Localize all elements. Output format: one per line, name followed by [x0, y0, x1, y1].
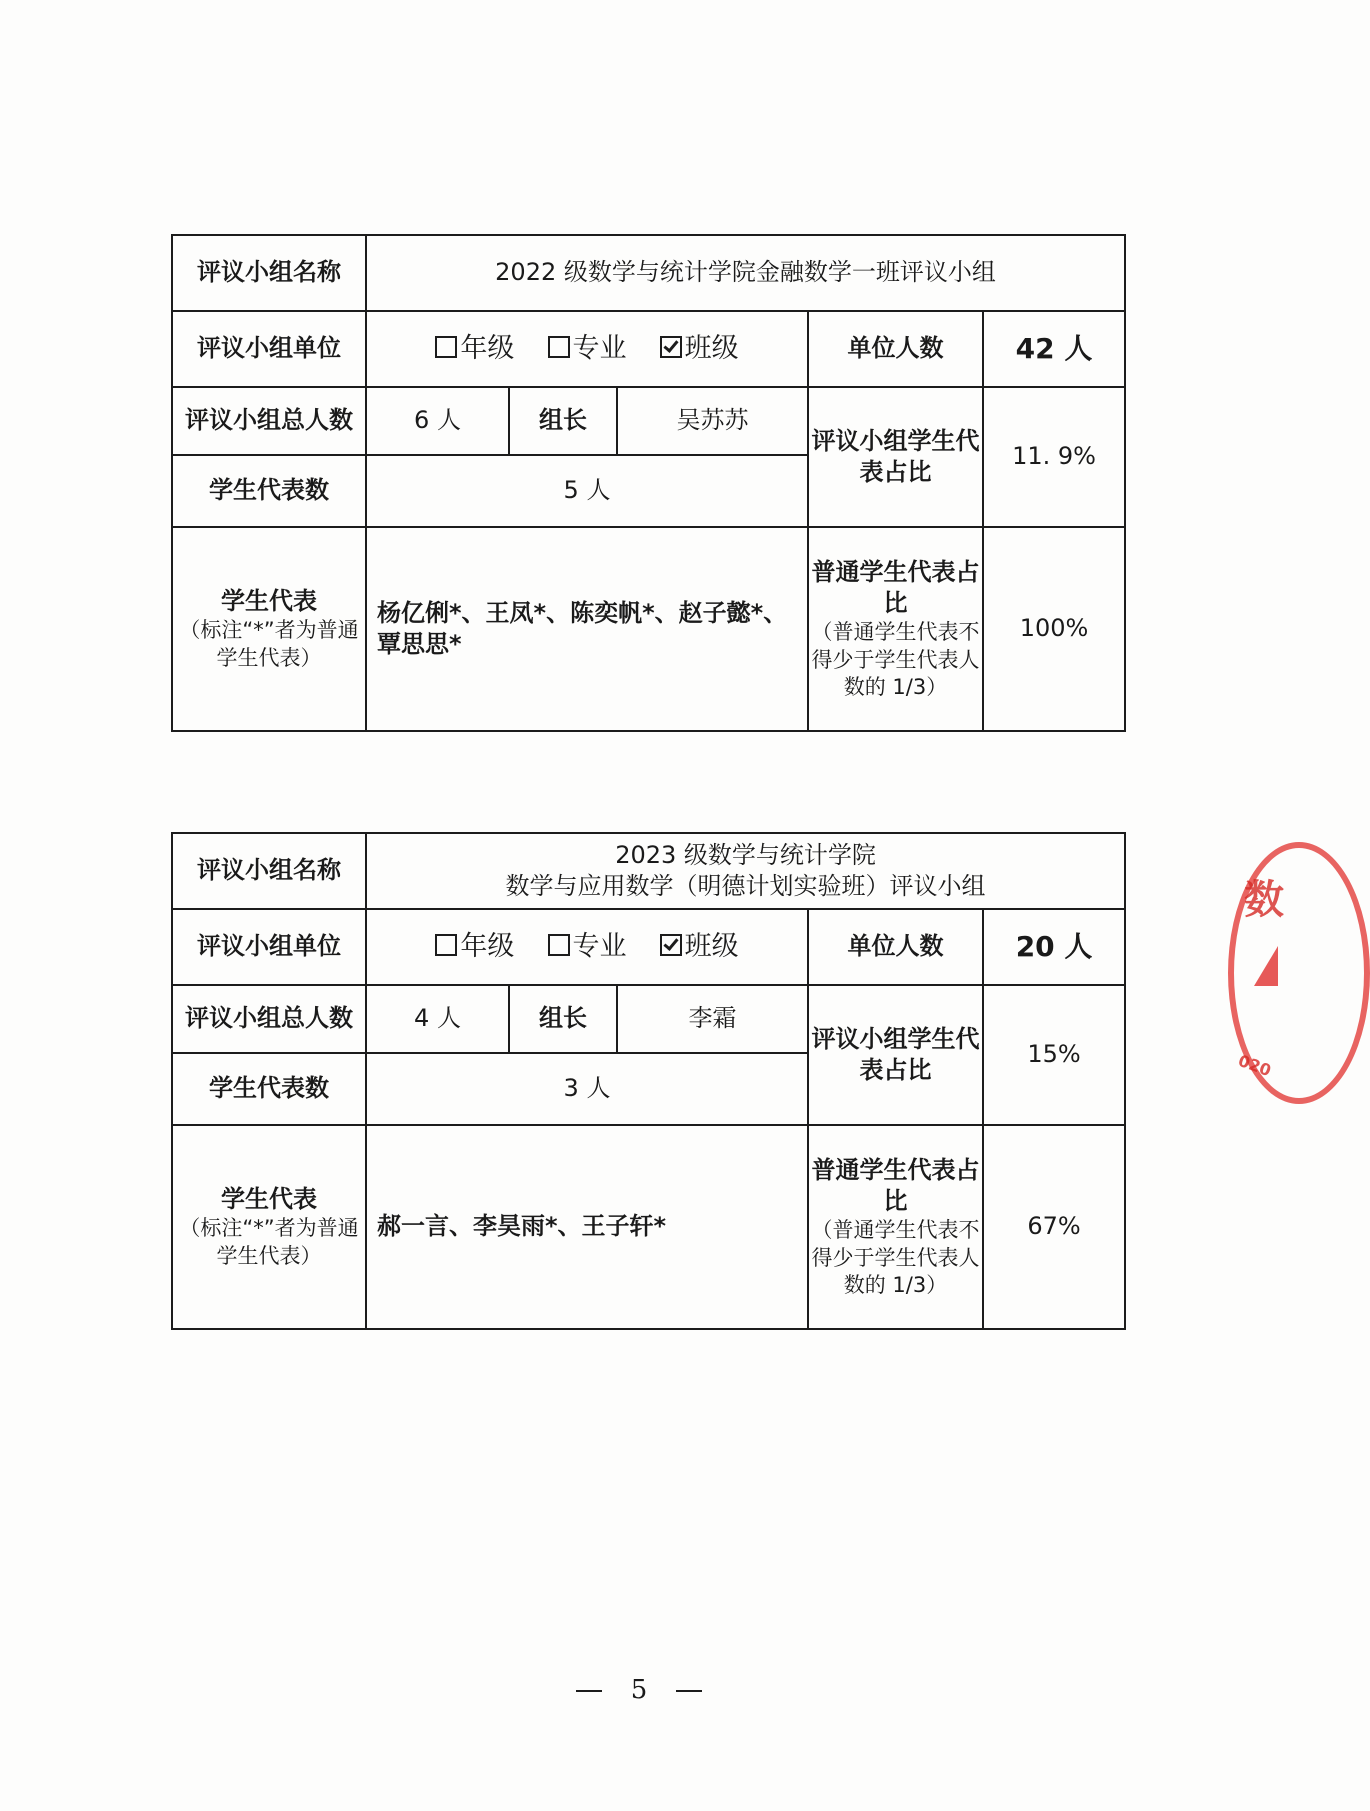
option-major[interactable]: 专业 [548, 331, 627, 366]
option-grade[interactable]: 年级 [435, 331, 514, 366]
checkbox-grade[interactable] [435, 336, 457, 358]
group-name-label: 评议小组名称 [172, 235, 366, 311]
rep-ratio-label: 评议小组学生代表占比 [808, 387, 983, 527]
rep-ratio: 15% [983, 985, 1125, 1125]
common-ratio-note: （普通学生代表不得少于学生代表人数的 1/3） [811, 1218, 980, 1297]
reps-note: （标注“*”者为普通学生代表） [179, 1216, 359, 1268]
total-label: 评议小组总人数 [172, 387, 366, 455]
leader-name: 吴苏苏 [617, 387, 808, 455]
rep-count-label: 学生代表数 [172, 455, 366, 527]
group-name-label: 评议小组名称 [172, 833, 366, 909]
common-ratio-label-cell [808, 527, 983, 731]
checkbox-major[interactable] [548, 336, 570, 358]
unit-count-label: 单位人数 [808, 311, 983, 387]
seal-character: 数 [1244, 877, 1284, 923]
reps-names: 杨亿俐*、王凤*、陈奕帆*、赵子懿*、覃思思* [366, 527, 808, 731]
total-label: 评议小组总人数 [172, 985, 366, 1053]
review-group-table-2023 [171, 832, 1126, 1330]
total-count: 6 人 [366, 387, 509, 455]
common-ratio: 67% [983, 1125, 1125, 1329]
common-ratio-label: 普通学生代表占比 [811, 1155, 980, 1216]
option-grade[interactable]: 年级 [435, 929, 514, 964]
unit-label: 评议小组单位 [172, 311, 366, 387]
leader-label: 组长 [509, 387, 617, 455]
checkbox-grade[interactable] [435, 934, 457, 956]
reps-label-cell [172, 1125, 366, 1329]
unit-count-label: 单位人数 [808, 909, 983, 985]
checkbox-major[interactable] [548, 934, 570, 956]
unit-count: 20 人 [983, 909, 1125, 985]
reps-names: 郝一言、李昊雨*、王子轩* [366, 1125, 808, 1329]
group-name-line1: 2023 级数学与统计学院 [615, 840, 876, 869]
group-name [366, 833, 1125, 909]
group-name-line2: 数学与应用数学（明德计划实验班）评议小组 [505, 872, 986, 900]
seal-year: 020 [1235, 1050, 1274, 1081]
dash-right-icon [676, 1690, 702, 1692]
page-number-footer [0, 1675, 1278, 1705]
rep-ratio: 11. 9% [983, 387, 1125, 527]
unit-label: 评议小组单位 [172, 909, 366, 985]
reps-label: 学生代表 [221, 587, 317, 616]
option-class[interactable]: 班级 [660, 331, 739, 366]
total-count: 4 人 [366, 985, 509, 1053]
page-number: 5 [630, 1675, 648, 1705]
common-ratio-label: 普通学生代表占比 [811, 557, 980, 618]
dash-left-icon [576, 1690, 602, 1692]
common-ratio: 100% [983, 527, 1125, 731]
option-major[interactable]: 专业 [548, 929, 627, 964]
review-group-table-2022 [171, 234, 1126, 732]
seal-star-icon [1254, 946, 1278, 986]
unit-options [366, 909, 808, 985]
rep-count-label: 学生代表数 [172, 1053, 366, 1125]
group-name: 2022 级数学与统计学院金融数学一班评议小组 [366, 235, 1125, 311]
unit-options [366, 311, 808, 387]
leader-name: 李霜 [617, 985, 808, 1053]
leader-label: 组长 [509, 985, 617, 1053]
reps-label-cell [172, 527, 366, 731]
common-ratio-note: （普通学生代表不得少于学生代表人数的 1/3） [811, 620, 980, 699]
rep-count: 5 人 [366, 455, 808, 527]
checkbox-class-checked[interactable] [660, 934, 682, 956]
unit-count: 42 人 [983, 311, 1125, 387]
reps-label: 学生代表 [221, 1185, 317, 1214]
option-class[interactable]: 班级 [660, 929, 739, 964]
rep-ratio-label: 评议小组学生代表占比 [808, 985, 983, 1125]
rep-count: 3 人 [366, 1053, 808, 1125]
reps-note: （标注“*”者为普通学生代表） [179, 618, 359, 670]
common-ratio-label-cell [808, 1125, 983, 1329]
checkbox-class-checked[interactable] [660, 336, 682, 358]
